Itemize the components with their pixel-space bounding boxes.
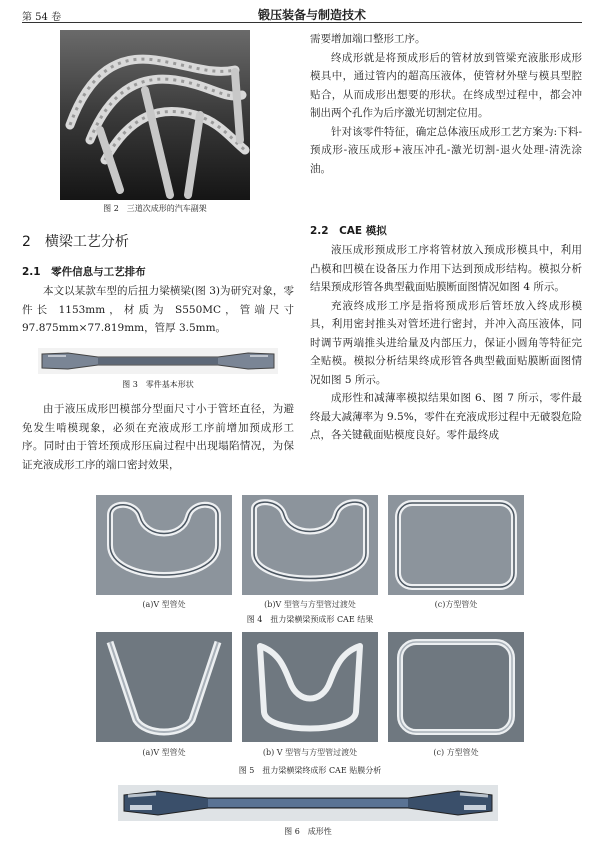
figure-5-label-a: (a)V 型管处 <box>142 748 186 757</box>
figure-5-panel-c <box>388 632 524 742</box>
formability-map-icon <box>118 785 498 821</box>
v-tube-section-icon <box>96 495 232 595</box>
square-section-icon <box>388 495 524 595</box>
v-tube-final-icon <box>96 632 232 742</box>
figure-4-panel-b <box>242 495 378 595</box>
paragraph: 针对该零件特征，确定总体液压成形工艺方案为:下料-预成形-液压成形+液压冲孔-激光切割-退火处理-清洗涂油。 <box>310 125 582 175</box>
journal-title: 锻压装备与制造技术 <box>258 8 367 22</box>
paragraph: 液压成形预成形工序将管材放入预成形模具中，利用凸模和凹模在设备压力作用下达到预成形结构。模拟分析结果预成形管各典型截面贴膜断面图情况如图 4 所示。 <box>310 244 582 293</box>
figure-3-caption: 图 3 零件基本形状 <box>122 380 194 389</box>
square-final-icon <box>388 632 524 742</box>
figure-5-label-b: (b) V 型管与方型管过渡处 <box>262 748 358 757</box>
figure-3-beam <box>38 348 278 374</box>
figure-4-panel-a <box>96 495 232 595</box>
figure-5-label-c: (c) 方型管处 <box>433 748 479 757</box>
volume-label: 第 54 卷 <box>22 12 62 23</box>
left-column-block-2 <box>22 400 294 474</box>
paragraph: 需要增加端口整形工序。 <box>310 33 426 45</box>
figure-6-caption: 图 6 成形性 <box>284 827 332 836</box>
paragraph: 终成形就是将预成形后的管材放到管梁充液胀形成形模具中，通过管内的超高压液体，使管材外壁与模具型腔贴合，从而成形出想要的形状。在终成型过程中，都会冲制出两个孔作为后序激光切割定位用。 <box>310 51 582 119</box>
section-2-1-heading: 2.1 零件信息与工艺排布 <box>22 266 146 278</box>
transition-section-icon <box>242 495 378 595</box>
running-header <box>22 6 582 22</box>
figure-2-photo <box>60 30 250 200</box>
paragraph: 成形性和减薄率模拟结果如图 6、图 7 所示，零件最终最大减薄率为 9.5%，零件在充液成形过程中无破裂危险点，各关键截面贴模度良好。零件最终成 <box>310 392 582 441</box>
paragraph: 充液终成形工序是指将预成形后管坯放入终成形模具，利用密封推头对管坯进行密封，并冲入高压液体，同时调节两端推头进给量及内部压力，保证小圆角等特征完全贴模。模拟分析结果终成形管各典型截面贴膜断面图情况如图 5 所示。 <box>310 299 582 386</box>
beam-shape-icon <box>38 348 278 374</box>
figure-4-caption: 图 4 扭力梁横梁预成形 CAE 结果 <box>246 615 374 624</box>
figure-4-label-a: (a)V 型管处 <box>142 600 186 609</box>
section-2-2-heading: 2.2 CAE 模拟 <box>310 225 387 237</box>
figure-4-label-b: (b)V 型管与方型管过渡处 <box>264 600 356 609</box>
right-column-block-2 <box>310 241 582 445</box>
figure-5-panel-b <box>242 632 378 742</box>
paragraph: 本文以某款车型的后扭力梁横梁(图 3)为研究对象，零件长 1153mm，材质为 S550MC，管端尺寸 97.875mm×77.819mm，管厚 3.5mm。 <box>22 285 294 334</box>
figure-5-caption: 图 5 扭力梁横梁终成形 CAE 贴膜分析 <box>238 766 382 775</box>
header-rule <box>22 22 582 23</box>
figure-5-panel-a <box>96 632 232 742</box>
figure-2-caption: 图 2 三道次成形的汽车副架 <box>103 204 207 213</box>
figure-4-panel-c <box>388 495 524 595</box>
transition-final-icon <box>242 632 378 742</box>
subframe-photo-icon <box>60 30 250 200</box>
left-column-block-1 <box>22 282 294 338</box>
right-column-block-1 <box>310 30 582 178</box>
figure-6-formability <box>118 785 498 821</box>
figure-4-label-c: (c)方型管处 <box>434 600 478 609</box>
section-2-heading: 2 横梁工艺分析 <box>22 234 129 250</box>
paragraph: 由于液压成形凹模部分型面尺寸小于管坯直径，为避免发生啃模现象，必须在充液成形工序前增加预成形工序。同时由于管坯预成形压扁过程中出现塌陷情况，为保证充液成形工序的端口密封效果， <box>22 403 294 471</box>
